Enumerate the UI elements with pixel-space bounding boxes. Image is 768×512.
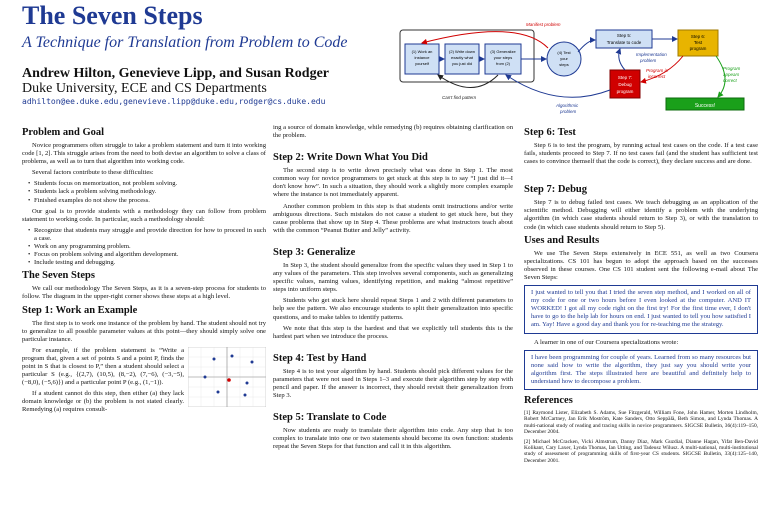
- paragraph: Our goal is to provide students with a methodology they can follow from problem statement to working code. In particular, such a methodology should:: [22, 207, 266, 223]
- paragraph: Step 6 is to test the program, by running actual test cases on the code. If a test case fails, students proceed to Step 7. If no test cases fail (and the student has sufficient test cases to convince themself that the code is correct), they declare success and are done.: [524, 142, 758, 166]
- author-emails: adhilton@ee.duke.edu,genevieve.lipp@duke.edu,rodger@cs.duke.edu: [22, 97, 326, 106]
- step4-label-1: your: [560, 56, 568, 61]
- step7-label-0: Step 7:: [617, 75, 633, 80]
- paragraph: Novice programmers often struggle to take a problem statement and turn it into working code [1, 2]. This struggle arises from the need to both devise an algorithm to solve a class of problems, as well as to turn that algorithm into working code.: [22, 142, 266, 166]
- reference-item: [2] Michael McCracken, Vicki Almstrum, Danny Diaz, Mark Guzdial, Dianne Hagan, Yifat Ben-David Kolikant, Cary Laxer, Lynda Thomas, Ian Utting, and Tadeusz Wilusz. A multi-national, multi-institutional study of assessment of programming skills of first-year CS students. SIGCSE Bulletin, 33(4):125–140, December 2001.: [524, 438, 758, 464]
- paragraph: For example, if the problem statement is “Write a program that, given a set of points S and a point P, finds the point in S that is closest to P,” then a student should select a particular S (e.g., {(2,7), (10,5), (8,−2), (7,−6), (−3,−5), (−8,0), (−5,6)}) and a particular point P (e.g., (1,−1)).: [22, 346, 184, 387]
- heading-step1: Step 1: Work an Example: [22, 304, 138, 316]
- paragraph: We use The Seven Steps extensively in ECE 551, as well as two Coursera specializations. CS 101 has begun to adopt the approach based on the successes observed in these courses. One CS 101 student sent the following e-mail about The Seven Steps:: [524, 249, 758, 281]
- label-implementation-problem-1: problem: [640, 58, 657, 63]
- label-incorrect-1: incorrect: [648, 74, 666, 79]
- label-correct-1: appears: [723, 72, 740, 77]
- paragraph: ing a source of domain knowledge, while remedying (b) requires obtaining clarification on the problem.: [273, 124, 513, 140]
- heading-seven-steps: The Seven Steps: [22, 270, 95, 282]
- step4-label-2: steps: [559, 62, 569, 67]
- paragraph: Step 7 is to debug failed test cases. We teach debugging as an application of the scientific method. Debugging will either identify a problem with the underlying algorithm (in which case students should return to Step 3), or with the translation to code (in which case students should return to Step 5).: [524, 199, 758, 231]
- heading-step4: Step 4: Test by Hand: [273, 352, 367, 364]
- paragraph: The second step is to write down precisely what was done in Step 1. The most common way for novice programmers to get stuck at this step is to say “I just did it—I don't know how”. In such a situation, they should work a slightly more complex example where the instance is not immediately apparent.: [273, 167, 513, 199]
- heading-step2: Step 2: Write Down What You Did: [273, 152, 428, 164]
- step1-label-1: instance: [414, 55, 430, 60]
- step1-label-2: yourself: [414, 61, 430, 66]
- poster-subtitle: A Technique for Translation from Problem to Code: [22, 34, 348, 51]
- step5-label-0: Step 5:: [616, 33, 632, 38]
- poster-title: The Seven Steps: [22, 1, 203, 30]
- heading-step6: Step 6: Test: [524, 127, 576, 138]
- list-item: • Include testing and debugging.: [34, 259, 266, 267]
- step2-label-0: (2) Write down: [449, 49, 475, 54]
- paragraph: Several factors contribute to these difficulties:: [32, 169, 154, 177]
- step7-label-1: Debug: [618, 82, 632, 87]
- affiliation: Duke University, ECE and CS Departments: [22, 81, 267, 96]
- heading-problem-goal: Problem and Goal: [22, 127, 105, 138]
- label-correct-2: correct: [723, 78, 737, 83]
- column-2: [273, 124, 513, 454]
- paragraph: We call our methodology The Seven Steps, as it is a seven-step process for students to follow. The diagram in the upper-right corner shows these steps at a high level.: [22, 285, 266, 301]
- step5-label-1: Translate to code: [606, 40, 642, 45]
- list-item: • Students lack a problem solving methodology.: [34, 188, 266, 196]
- label-manifest-problem: Manifest problem: [526, 22, 561, 27]
- list-item: • Students focus on memorization, not problem solving.: [34, 180, 266, 188]
- heading-step5: Step 5: Translate to Code: [273, 412, 387, 424]
- paragraph: If a student cannot do this step, then either (a) they lack domain knowledge or (b) the problem is not stated clearly. Remedying (a) requires consult-: [22, 390, 184, 414]
- step5-box: [596, 30, 652, 48]
- step3-label-1: your steps: [493, 55, 513, 60]
- list-item: • Work on any programming problem.: [34, 243, 266, 251]
- success-box: [666, 98, 744, 110]
- label-algorithmic-1: problem: [560, 109, 577, 114]
- paragraph: We note that this step is the hardest and that we explicitly tell students this is the hardest part when we introduce the process.: [273, 324, 513, 340]
- column-1: [22, 124, 266, 418]
- success-label: Success!: [694, 103, 716, 109]
- student-email-quote: I just wanted to tell you that I tried the seven step method, and I worked on all of my code for one or two hours before I even looked at the computer. AND IT WORKED! I got all my code right on the first try! For the first time ever, I don't have to go to the help lab for hours on end. I just wanted to tell you how satisfied I am. Yay! Have a good day and thank you for re-teaching me the strategy.: [524, 285, 758, 333]
- list-item: • Recognize that students may struggle and provide direction for how to proceed in such a case.: [34, 227, 266, 243]
- paragraph: Step 4 is to test your algorithm by hand. Students should pick different values for the parameters that were not used in Steps 1–3 and execute their algorithm step by step with pencil and paper. If the answer is incorrect, they should revisit their generalization from Step 3.: [273, 367, 513, 400]
- step6-label-1: Test: [693, 40, 703, 45]
- step2-box: [445, 44, 479, 74]
- label-correct-0: Program: [723, 66, 741, 71]
- step6-label-0: Step 6:: [690, 34, 706, 39]
- step2-label-2: you just did: [451, 61, 473, 66]
- heading-references: References: [524, 394, 573, 406]
- heading-step3: Step 3: Generalize: [273, 246, 356, 258]
- list-item: • Finished examples do not show the process.: [34, 197, 266, 205]
- paragraph: Now students are ready to translate their algorithm into code. Any step that is too complex to translate into one or two statements should become its own function: students repeat the Seven Steps for that function and call it in this algorithm.: [273, 427, 513, 451]
- bullet-list: [22, 180, 266, 204]
- paragraph: Students who get stuck here should repeat Steps 1 and 2 with different parameters to help see the pattern. We also encourage students to split their generalization into specific questions, and to make tables to identify patterns.: [273, 297, 513, 321]
- paragraph: Another common problem in this step is that students omit instructions and/or write ambiguous directions. Such mistakes do not cause a student to get stuck here, but they cause problems that show up in Step 4. These problems are what instructors teach about with the common “Peanut Butter and Jelly” activity.: [273, 202, 513, 234]
- seven-steps-diagram: [378, 0, 768, 120]
- authors: Andrew Hilton, Genevieve Lipp, and Susan Rodger: [22, 66, 330, 81]
- label-cant-find-pattern: Can't find pattern: [442, 95, 477, 100]
- step4-label-0: (4) Test: [557, 50, 571, 55]
- step3-label-2: from (2): [496, 61, 510, 66]
- step2-label-1: exactly what: [450, 55, 474, 60]
- heading-step7: Step 7: Debug: [524, 184, 588, 196]
- label-algorithmic-0: Algorithmic: [556, 103, 579, 108]
- column-3: [524, 124, 758, 467]
- step3-label-0: (3) Generalize: [490, 49, 516, 54]
- step7-box: [610, 70, 640, 98]
- bullet-list: [22, 227, 266, 267]
- step1-label-0: (1) Work an: [411, 49, 433, 54]
- label-incorrect-0: Program is: [646, 68, 668, 73]
- step6-box: [678, 30, 718, 56]
- coursera-learner-quote: I have been programming for couple of years. Learned from so many resources but none said how to write the algorithm, they just say you should write your algorithm first. The steps illustrated here are beautiful and definitely help to understand how to decompose a problem.: [524, 350, 758, 390]
- paragraph: In Step 3, the student should generalize from the specific values they used in Step 1 to any values of the parameters. This step involves several components, such as generalizing specific values, naming values, identifying repetition, and making “almost repetitive” steps into uniform steps.: [273, 261, 513, 294]
- reference-item: [1] Raymond Lister, Elizabeth S. Adams, Sue Fitzgerald, William Fone, John Hamer, Morten Lindholm, Robert McCartney, Jan Erik Moström, Kate Sanders, Otto Seppälä, Beth Simon, and Lynda Thomas. A multi-national study of reading and tracing skills in novice programmers. SIGCSE Bulletin, 36(4):119–150, December 2004.: [524, 409, 758, 436]
- example-points-plot: [188, 347, 266, 407]
- step6-label-2: program: [689, 46, 707, 51]
- step1-box: [405, 44, 439, 74]
- step4-circle: [547, 42, 581, 76]
- list-item: • Focus on problem solving and algorithm development.: [34, 251, 266, 259]
- step3-box: [485, 44, 521, 74]
- paragraph: The first step is to work one instance of the problem by hand. The student should not try to generalize to all possible parameter values at this point—they should simply solve one particular instance.: [22, 319, 266, 343]
- step7-label-2: program: [616, 89, 634, 94]
- heading-uses-results: Uses and Results: [524, 234, 600, 246]
- paragraph: A learner in one of our Coursera specializations wrote:: [534, 338, 679, 346]
- label-implementation-problem-0: Implementation: [636, 52, 667, 57]
